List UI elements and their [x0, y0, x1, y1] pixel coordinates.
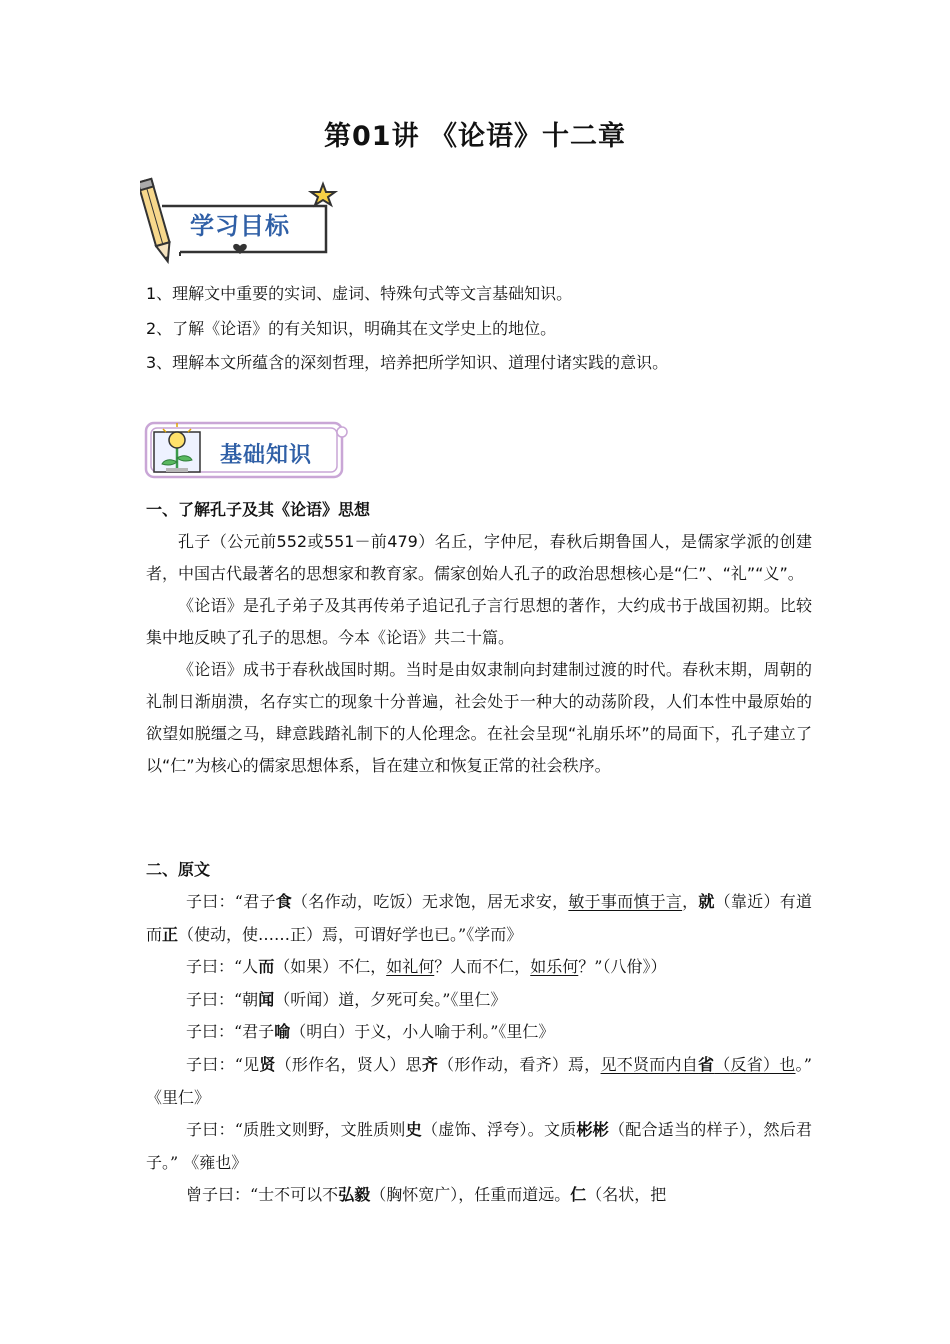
quote-text: 子曰：“君子 [186, 1022, 275, 1042]
annotation: （听闻）道，夕死可矣。”《里仁》 [274, 989, 507, 1009]
annotation: （名作动，吃饭）无求饱，居无求安， [291, 892, 569, 911]
goal-item: 2、了解《论语》的有关知识，明确其在文学史上的地位。 [146, 318, 557, 338]
quote-text: 曾子曰：“士不可以不 [186, 1185, 339, 1205]
quote-text: ？人而不仁， [434, 957, 531, 977]
key-word: 食 [275, 892, 292, 911]
annotation: （靠近）有道而 [146, 892, 812, 944]
key-word: 省 [698, 1054, 715, 1074]
learning-goals-label: 学习目标 [190, 212, 290, 240]
annotation: （形作动，看齐）焉， [438, 1054, 601, 1074]
section-heading: 二、原文 [146, 860, 211, 879]
key-word: 弘毅 [338, 1185, 371, 1205]
quote-text: ？”（八佾》） [578, 957, 667, 977]
learning-goals-banner [140, 172, 340, 268]
goal-item: 1、理解文中重要的实词、虚词、特殊句式等文言基础知识。 [146, 284, 573, 303]
key-word: 史 [405, 1120, 422, 1140]
quote-paragraph [146, 1114, 812, 1179]
underlined-phrase: 见不贤而内自 [600, 1054, 699, 1074]
quote-text: 子曰：“君子 [186, 892, 276, 911]
page-title: 第01讲 《论语》十二章 [324, 121, 626, 152]
underlined-phrase: 如乐何 [530, 957, 579, 977]
section-heading: 一、了解孔子及其《论语》思想 [146, 500, 371, 519]
quote-text: 子曰：“人 [186, 957, 259, 977]
quote-paragraph [146, 1016, 812, 1049]
annotation: （如果）不仁， [274, 957, 387, 977]
quote-paragraph [146, 984, 812, 1017]
annotation: （胸怀宽广），任重而道远。 [370, 1185, 571, 1205]
quote-text: ， [682, 892, 699, 911]
underlined-phrase: 如礼何 [386, 957, 435, 977]
annotation: （明白）于义，小人喻于利。”《里仁》 [290, 1022, 555, 1042]
section-confucius [146, 494, 812, 782]
underlined-phrase: 敏于事而慎于言 [568, 892, 683, 911]
key-word: 齐 [421, 1054, 439, 1074]
key-word: 贤 [259, 1054, 276, 1074]
quote-text: 子曰：“质胜文则野，文胜质则 [186, 1120, 406, 1140]
quote-paragraph [146, 886, 812, 951]
annotation: （配合适当的样子），然后君子。” 《雍也》 [146, 1120, 812, 1172]
section-original-text [146, 854, 812, 1212]
quote-text: 。” 《里仁》 [146, 1054, 812, 1107]
basics-label: 基础知识 [220, 443, 313, 468]
basics-banner [140, 418, 350, 488]
quote-paragraph [146, 1179, 812, 1212]
annotation: （形作名，贤人）思 [275, 1054, 422, 1074]
key-word: 彬彬 [576, 1120, 609, 1140]
goals-list [146, 277, 826, 381]
annotation: （名状，把 [586, 1185, 667, 1205]
paragraph: 《论语》成书于春秋战国时期。当时是由奴隶制向封建制过渡的时代。春秋末期，周朝的礼制日渐崩溃，名存实亡的现象十分普遍，社会处于一种大的动荡阶段，人们本性中最原始的欲望如脱缰之马，肆意践踏礼制下的人伦理念。在社会呈现“礼崩乐坏”的局面下，孔子建立了以“仁”为核心的儒家思想体系，旨在建立和恢复正常的社会秩序。 [146, 660, 812, 775]
key-word: 正 [162, 924, 179, 944]
paragraph: 孔子（公元前552或551－前479）名丘，字仲尼，春秋后期鲁国人，是儒家学派的创建者，中国古代最著名的思想家和教育家。儒家创始人孔子的政治思想核心是“仁”、“礼”“义”。 [146, 532, 812, 583]
quote-paragraph [146, 1049, 812, 1114]
quote-text: 子曰：“朝 [186, 989, 259, 1009]
goal-item: 3、理解本文所蕴含的深刻哲理，培养把所学知识、道理付诸实践的意识。 [146, 353, 669, 372]
annotation: （使动，使……正）焉，可谓好学也已。”《学而》 [178, 924, 523, 944]
key-word: 仁 [570, 1185, 587, 1205]
key-word: 闻 [258, 989, 275, 1009]
quote-text: 子曰：“见 [186, 1054, 260, 1074]
annotation: （虚饰、浮夸）。文质 [421, 1120, 577, 1140]
paragraph: 《论语》是孔子弟子及其再传弟子追记孔子言行思想的著作，大约成书于战国初期。比较集中地反映了孔子的思想。今本《论语》共二十篇。 [146, 596, 812, 647]
key-word: 而 [258, 957, 275, 977]
underlined-phrase: （反省）也 [714, 1054, 796, 1074]
key-word: 就 [698, 892, 715, 911]
quote-paragraph [146, 951, 812, 984]
key-word: 喻 [274, 1022, 291, 1042]
